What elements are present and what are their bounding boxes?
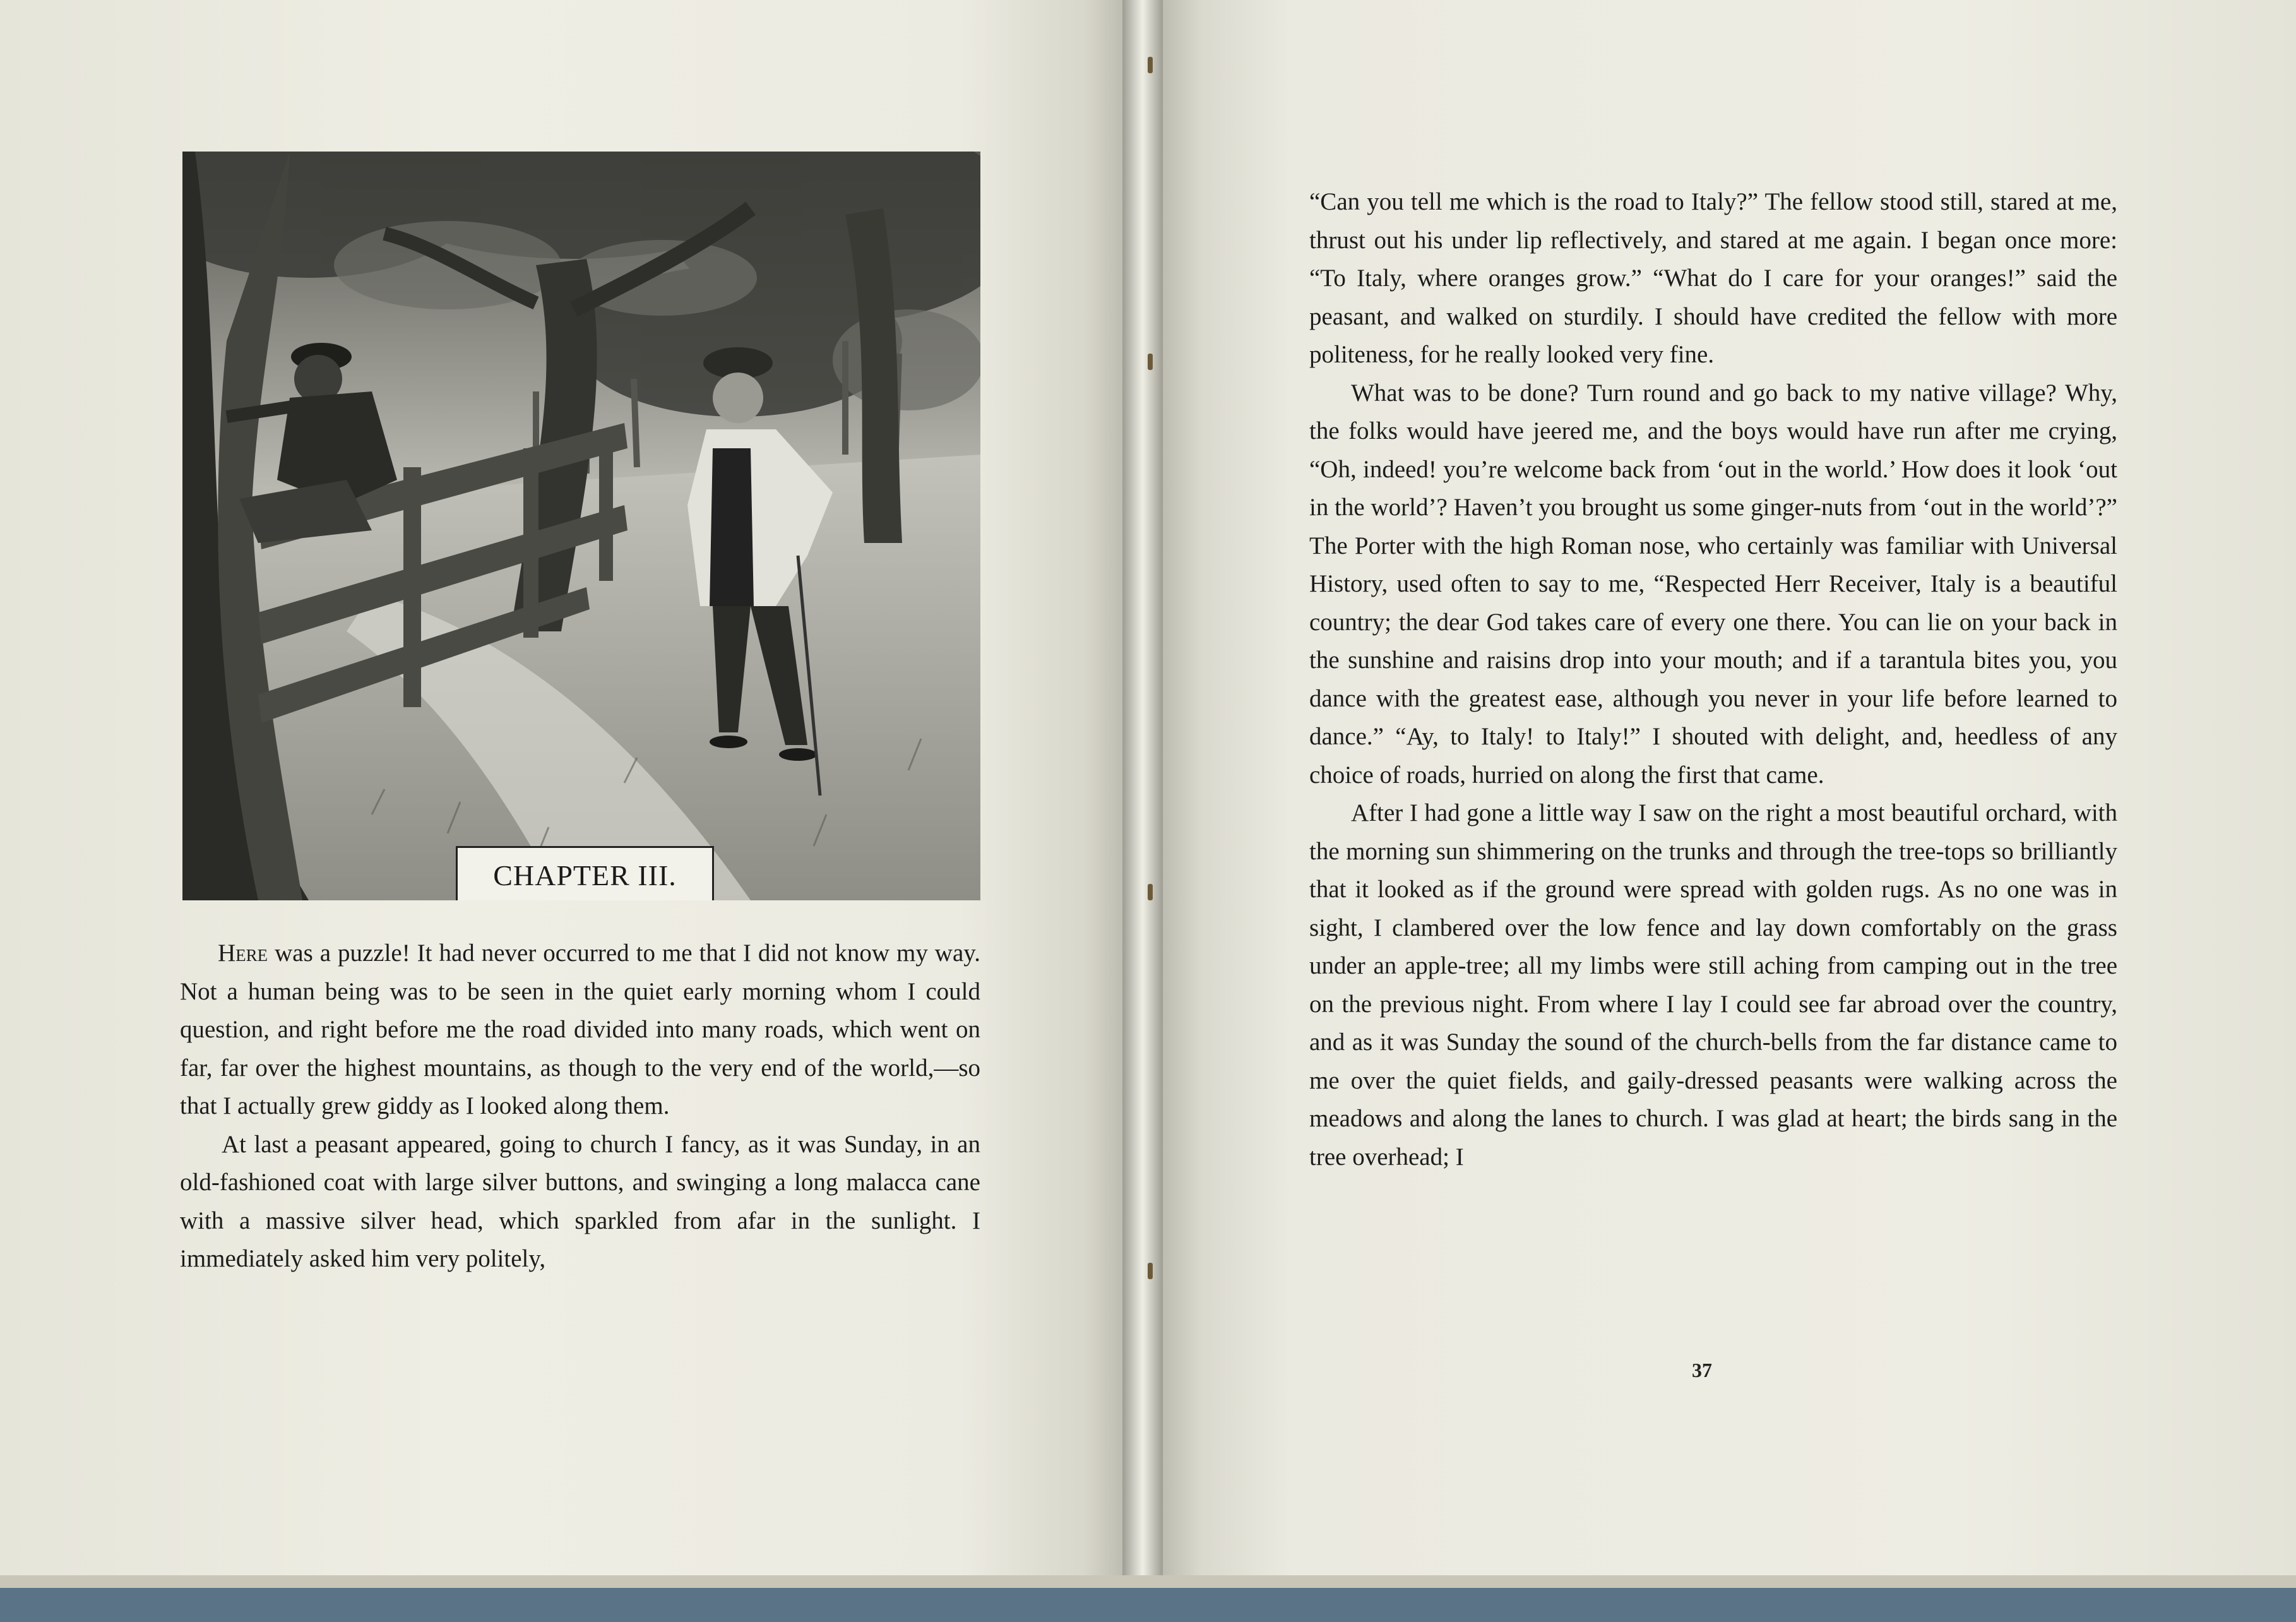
binding-stitch (1148, 1263, 1153, 1279)
binding-stitch (1148, 884, 1153, 900)
left-page-body (180, 934, 980, 1279)
drop-word: Here (218, 939, 268, 967)
paragraph (180, 1126, 980, 1279)
paragraph-text: was a puzzle! It had never occurred to me that I did not know my way. Not a human being was to be seen in the quiet early morning whom I could question, and right before me the road divided into many roads, which went on far, far over the highest mountains, as though to the very end of the world,—so that I actually grew giddy as I looked along them. (180, 939, 980, 1119)
paragraph: “Can you tell me which is the road to Italy?” The fellow stood still, stared at me, thrust out his under lip reflectively, and stared at me again. I began once more: “To Italy, where oranges grow.” “What do I care for your oranges!” said the peasant, and walked on sturdily. I should have credited the fellow with more politeness, for he really looked very fine. (1309, 188, 2117, 368)
page-edge (0, 1575, 2296, 1588)
book-gutter (1122, 0, 1163, 1582)
paragraph: After I had gone a little way I saw on the right a most beautiful orchard, with the morning sun shimmering on the trunks and through the tree-tops so brilliantly that it looked as if the ground were spread with golden rugs. As no one was in sight, I clambered over the low fence and lay down comfortably on the grass under an apple-tree; all my limbs were still aching from camping out in the tree on the previous night. From where I lay I could see far abroad over the country, and as it was Sunday the sound of the church-bells from the far distance came to me over the quiet fields, and gaily-dressed peasants were walking across the meadows and along the lanes to church. I was glad at heart; the birds sang in the tree overhead; I (1309, 799, 2117, 1171)
binding-stitch (1148, 354, 1153, 370)
paragraph (180, 934, 980, 1126)
orchard-scene-drawing (182, 152, 980, 900)
paragraph-text: At last a peasant appeared, going to church I fancy, as it was Sunday, in an old-fashioned coat with large silver buttons, and swinging a long malacca cane with a massive silver head, which sparkled from afar in the sunlight. I immediately asked him very politely, (180, 1130, 980, 1272)
right-page-body (1309, 183, 2117, 1176)
chapter-heading: CHAPTER III. (456, 846, 714, 900)
binding-stitch (1148, 57, 1153, 73)
chapter-illustration (182, 152, 980, 900)
paragraph: What was to be done? Turn round and go back to my native village? Why, the folks would have jeered me, and the boys would have run after me crying, “Oh, indeed! you’re welcome back from ‘out in the world.’ How does it look ‘out in the world’? Haven’t you brought us some ginger-nuts from ‘out in the world’?” The Porter with the high Roman nose, who certainly was familiar with Universal History, used often to say to me, “Respected Herr Receiver, Italy is a beautiful country; the dear God takes care of every one there. You can lie on your back in the sunshine and raisins drop into your mouth; and if a tarantula bites you, you dance with the greatest ease, although you never in your life before learned to dance.” “Ay, to Italy! to Italy!” I shouted with delight, and, heedless of any choice of roads, hurried on along the first that came. (1309, 379, 2117, 789)
page-number: 37 (1692, 1359, 1712, 1381)
